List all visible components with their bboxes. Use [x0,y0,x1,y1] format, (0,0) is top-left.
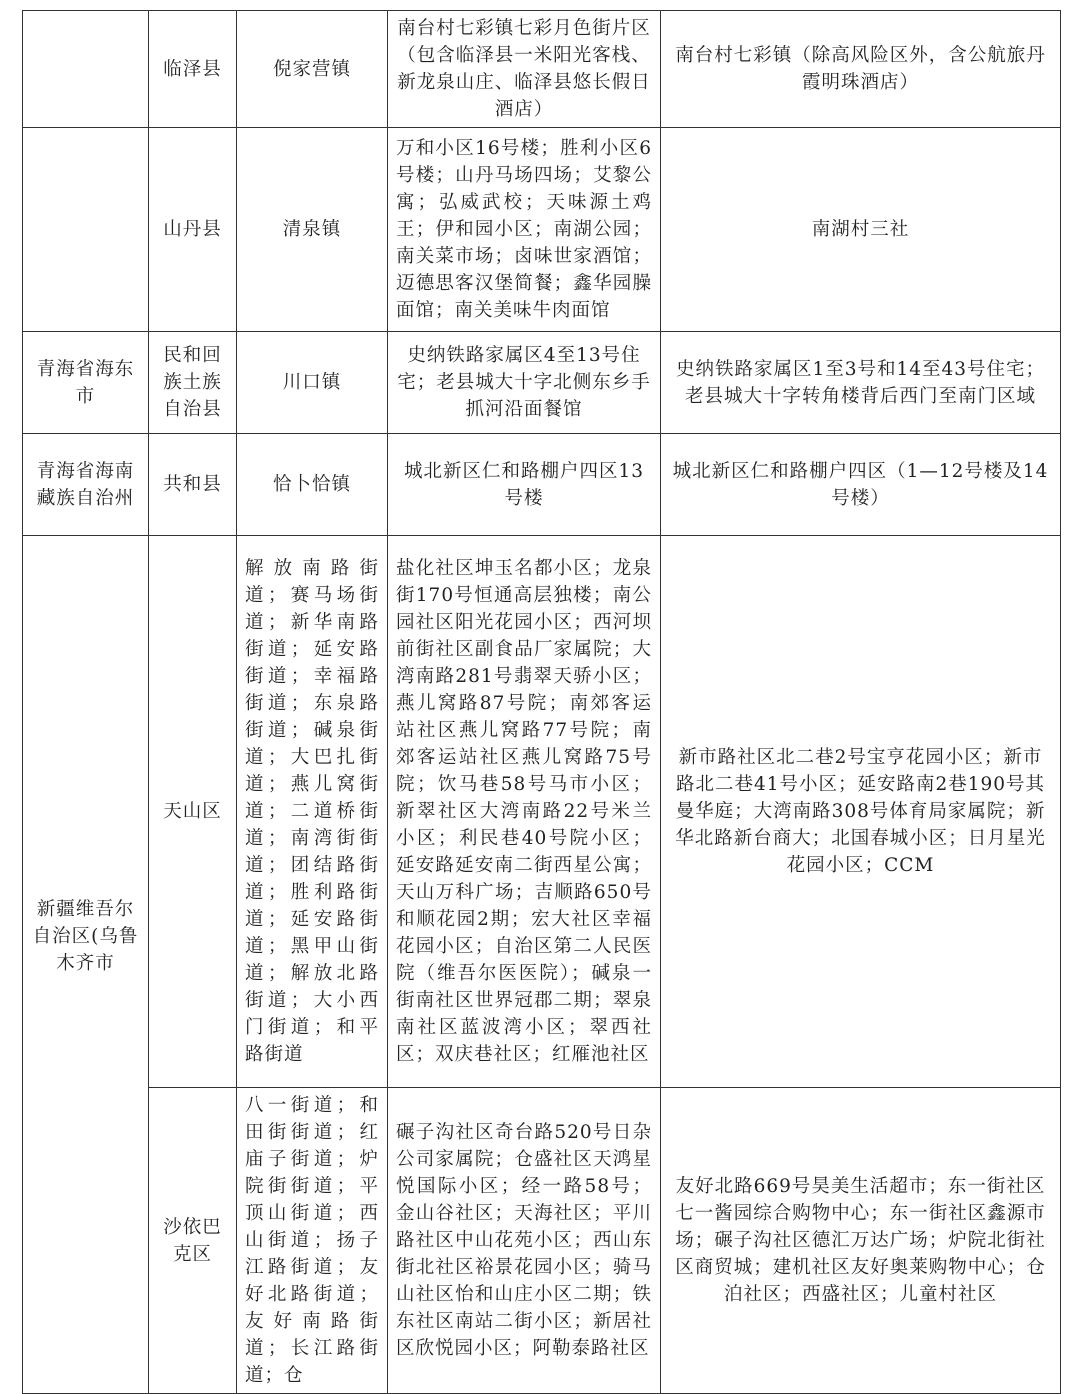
high-risk-cell: 南台村七彩镇七彩月色街片区（包含临泽县一米阳光客栈、新龙泉山庄、临泽县悠长假日酒店） [388,11,661,128]
high-risk-cell: 碾子沟社区奇台路520号日杂公司家属院；仓盛社区天鸿星悦国际小区；经一路58号；金山谷社区；天海社区；平川路社区中山花苑小区；西山东街北社区裕景花园小区；骑马山社区怡和山庄小区二期；铁东社区南站二街小区；新居社区欣悦园小区；阿勒泰路社区 [388,1088,661,1394]
province-cell: 青海省海南藏族自治州 [23,434,149,536]
high-risk-cell: 盐化社区坤玉名都小区；龙泉街170号恒通高层独楼；南公园社区阳光花园小区；西河坝前街社区副食品厂家属院；大湾南路281号翡翠天骄小区；燕儿窝路87号院；南郊客运站社区燕儿窝路77号院；南郊客运站社区燕儿窝路75号院；饮马巷58号马市小区；新翠社区大湾南路22号米兰小区；利民巷40号院小区；延安路延安南二街西星公寓；天山万科广场；吉顺路650号和顺花园2期；宏大社区幸福花园小区；自治区第二人民医院（维吾尔医医院）；碱泉一街南社区世界冠郡二期；翠泉南社区蓝波湾小区；翠西社区；双庆巷社区；红雁池社区 [388,536,661,1088]
town-cell: 恰卜恰镇 [237,434,388,536]
county-cell: 共和县 [149,434,237,536]
table-row [23,332,1061,434]
county-cell: 天山区 [149,536,237,1088]
town-cell: 清泉镇 [237,128,388,332]
county-cell: 沙依巴克区 [149,1088,237,1394]
county-cell: 山丹县 [149,128,237,332]
table-row [23,128,1061,332]
county-cell: 民和回族土族自治县 [149,332,237,434]
medium-risk-cell: 南湖村三社 [661,128,1061,332]
medium-risk-cell: 南台村七彩镇（除高风险区外，含公航旅丹霞明珠酒店） [661,11,1061,128]
medium-risk-cell: 史纳铁路家属区1至3号和14至43号住宅；老县城大十字转角楼背后西门至南门区域 [661,332,1061,434]
town-cell: 八一街道；和田街街道；红庙子街道；炉院街街道；平顶山街道；西山街道；扬子江路街道；友好北路街道；友好南路街道；长江路街道；仓 [237,1088,388,1394]
table-row [23,11,1061,128]
town-cell: 解放南路街道；赛马场街道；新华南路街道；延安路街道；幸福路街道；东泉路街道；碱泉街道；大巴扎街道；燕儿窝街道；二道桥街道；南湾街街道；团结路街道；胜利路街道；延安路街道；黑甲山街道；解放北路街道；大小西门街道；和平路街道 [237,536,388,1088]
medium-risk-cell: 新市路社区北二巷2号宝亨花园小区；新市路北二巷41号小区；延安路南2巷190号其曼华庭；大湾南路308号体育局家属院；新华北路新台商大；北国春城小区；日月星光花园小区；CCM [661,536,1061,1088]
medium-risk-cell: 友好北路669号昊美生活超市；东一街社区七一酱园综合购物中心；东一街社区鑫源市场；碾子沟社区德汇万达广场；炉院北街社区商贸城；建机社区友好奥莱购物中心；仓泊社区；西盛社区；儿童村社区 [661,1088,1061,1394]
county-cell: 临泽县 [149,11,237,128]
town-cell: 倪家营镇 [237,11,388,128]
province-cell [23,11,149,128]
table-row [23,434,1061,536]
table-row [23,1088,1061,1394]
province-cell: 青海省海东市 [23,332,149,434]
risk-area-table [22,10,1061,1394]
high-risk-cell: 史纳铁路家属区4至13号住宅；老县城大十字北侧东乡手抓河沿面餐馆 [388,332,661,434]
table-row [23,536,1061,1088]
medium-risk-cell: 城北新区仁和路棚户四区（1—12号楼及14号楼） [661,434,1061,536]
province-cell: 新疆维吾尔自治区(乌鲁木齐市 [23,536,149,1394]
high-risk-cell: 万和小区16号楼；胜利小区6号楼；山丹马场四场；艾黎公寓；弘威武校；天味源土鸡王；伊和园小区；南湖公园；南关菜市场；卤味世家酒馆；迈德思客汉堡简餐；鑫华园臊面馆；南关美味牛肉面馆 [388,128,661,332]
town-cell: 川口镇 [237,332,388,434]
province-cell [23,128,149,332]
high-risk-cell: 城北新区仁和路棚户四区13号楼 [388,434,661,536]
